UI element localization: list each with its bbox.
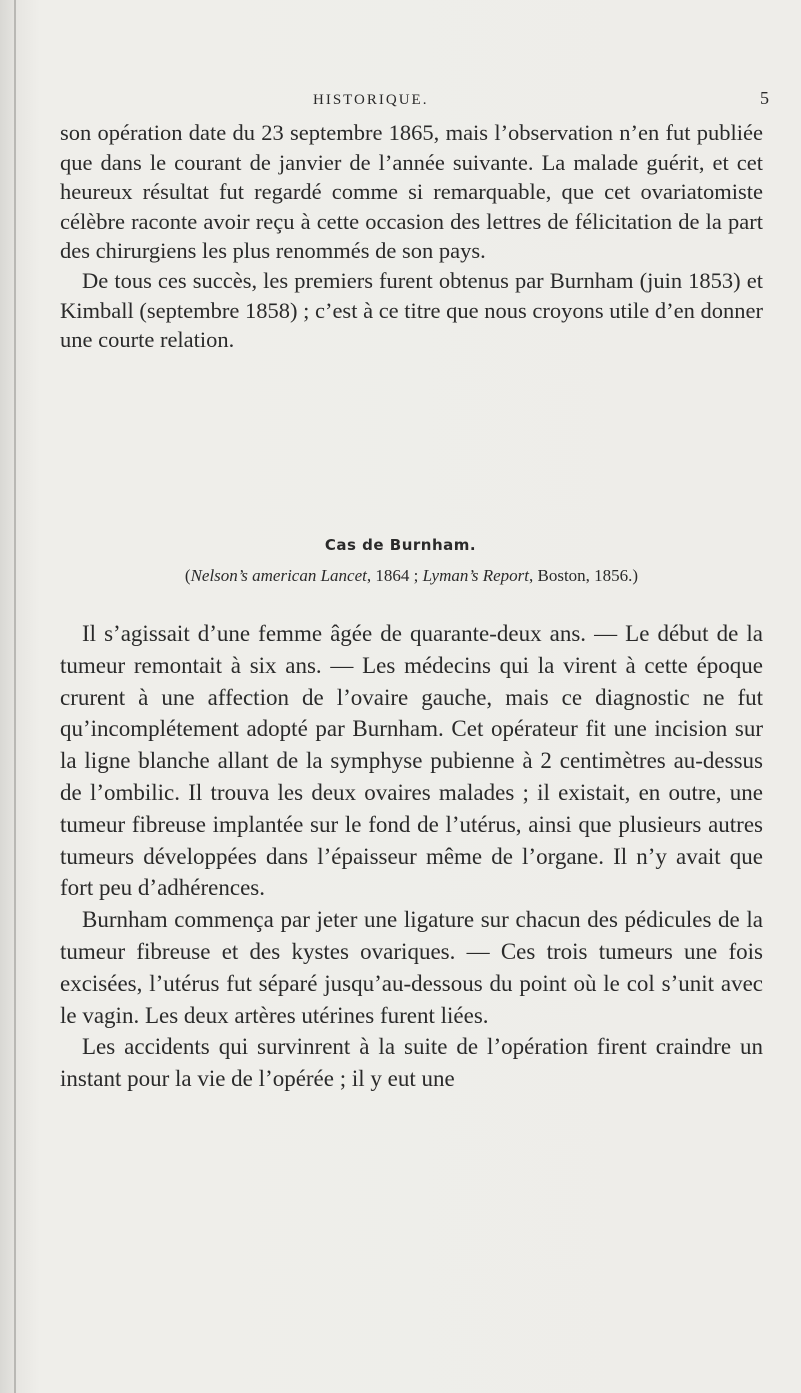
case-paragraph-1: Il s’agissait d’une femme âgée de quarante-deux ans. — Le début de la tumeur remontait à six ans. — Les médecins qui la virent à cette époque crurent à une affection de l’ovaire gauche, mais ce diagnostic ne fut qu’incomplétement adopté par Burnham. Cet opérateur fit une incision sur la ligne blanche allant de la symphyse pubienne à 2 centimètres au-dessus de l’ombilic. Il trouva les deux ovaires malades ; il existait, en outre, une tumeur fibreuse implantée sur le fond de l’utérus, ainsi que plusieurs autres tumeurs développées dans l’épaisseur même de l’organe. Il n’y avait que fort peu d’adhérences.: [60, 621, 763, 901]
case-text: [60, 618, 763, 1095]
citation-open: (: [184, 566, 191, 585]
case-paragraph-2: Burnham commença par jeter une ligature sur chacun des pédicules de la tumeur fibreuse et des kystes ovariques. — Ces trois tumeurs une fois excisées, l’utérus fut séparé jusqu’au-dessous du point où le col s’unit avec le vagin. Les deux artères utérines furent liées.: [60, 907, 763, 1028]
page-number: 5: [760, 88, 769, 108]
case-paragraph-3: Les accidents qui survinrent à la suite de l’opération firent craindre un instant pour la vie de l’opérée ; il y eut une: [60, 1034, 763, 1092]
page-edge-shadow: [14, 0, 16, 1393]
citation-end: , Boston, 1856.): [528, 566, 639, 585]
intro-paragraph-1: son opération date du 23 septembre 1865, mais l’observation n’en fut publiée que dans le courant de janvier de l’année suivante. La malade guérit, et cet heureux résultat fut regardé comme si remarquable, que cet ovariatomiste célèbre raconte avoir reçu à cette occasion des lettres de félicitation de la part des chirurgiens les plus renommés de son pays.: [60, 120, 763, 264]
source-citation: [60, 566, 763, 586]
section-title: Cas de Burnham.: [324, 536, 477, 554]
citation-journal: Nelson’s american Lancet: [190, 566, 367, 585]
citation-report: Lyman’s Report: [422, 566, 529, 585]
citation-mid: , 1864 ;: [366, 566, 423, 585]
running-head: HISTORIQUE.: [313, 92, 429, 108]
intro-paragraph-2: De tous ces succès, les premiers furent obtenus par Burnham (juin 1853) et Kimball (septembre 1858) ; c’est à ce titre que nous croyons utile d’en donner une courte relation.: [60, 267, 763, 353]
intro-text: [60, 118, 763, 355]
